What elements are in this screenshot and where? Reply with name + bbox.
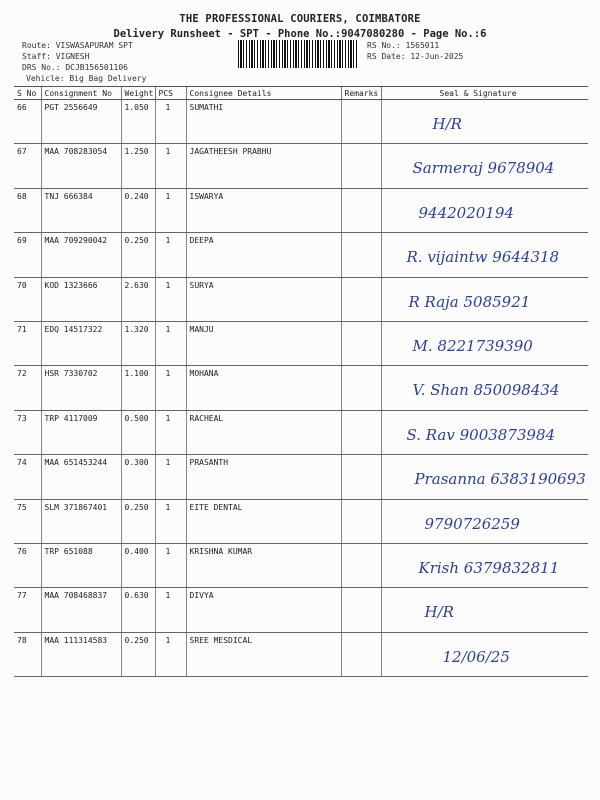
vehicle-label: Vehicle: Big Bag Delivery (26, 74, 147, 83)
col-remarks: Remarks (341, 87, 381, 100)
cell-pcs: 1 (155, 410, 186, 454)
cell-signature (381, 321, 588, 365)
cell-sno: 75 (14, 499, 41, 543)
cell-consignment: EDQ 14517322 (41, 321, 121, 365)
rs-date: RS Date: 12-Jun-2025 (367, 52, 464, 61)
cell-consignment: TRP 4117009 (41, 410, 121, 454)
cell-sno: 72 (14, 366, 41, 410)
cell-sno: 69 (14, 233, 41, 277)
cell-remarks (341, 543, 381, 587)
cell-pcs: 1 (155, 366, 186, 410)
signature-handwriting: H/R (424, 603, 454, 622)
cell-remarks (341, 321, 381, 365)
cell-weight: 0.400 (121, 543, 155, 587)
cell-consignment: KOD 1323666 (41, 277, 121, 321)
cell-weight: 1.320 (121, 321, 155, 365)
cell-weight: 0.500 (121, 410, 155, 454)
cell-pcs: 1 (155, 588, 186, 632)
table-row (14, 277, 588, 321)
sheet-subtitle: Delivery Runsheet - SPT - Phone No.:9047080280 - Page No.:6 (113, 28, 487, 40)
cell-sno: 74 (14, 455, 41, 499)
cell-signature (381, 144, 588, 188)
cell-consignee: KRISHNA KUMAR (186, 543, 341, 587)
cell-signature (381, 410, 588, 454)
cell-consignment: TNJ 666384 (41, 188, 121, 232)
cell-sno: 76 (14, 543, 41, 587)
cell-consignment: MAA 651453244 (41, 455, 121, 499)
cell-consignee: JAGATHEESH PRABHU (186, 144, 341, 188)
cell-signature (381, 188, 588, 232)
signature-handwriting: Sarmeraj 9678904 (412, 159, 555, 178)
cell-weight: 0.630 (121, 588, 155, 632)
cell-remarks (341, 410, 381, 454)
cell-signature (381, 233, 588, 277)
table-row (14, 144, 588, 188)
signature-handwriting: Krish 6379832811 (418, 558, 560, 577)
cell-consignee: MANJU (186, 321, 341, 365)
cell-remarks (341, 588, 381, 632)
cell-sno: 66 (14, 100, 41, 144)
table-row (14, 543, 588, 587)
cell-signature (381, 366, 588, 410)
cell-pcs: 1 (155, 321, 186, 365)
drs-label: DRS No.: DCJB156501106 (22, 63, 128, 72)
cell-signature (381, 277, 588, 321)
cell-consignee: PRASANTH (186, 455, 341, 499)
cell-signature (381, 455, 588, 499)
cell-weight: 1.050 (121, 100, 155, 144)
cell-remarks (341, 277, 381, 321)
cell-pcs: 1 (155, 188, 186, 232)
signature-handwriting: R Raja 5085921 (408, 292, 531, 311)
cell-sno: 77 (14, 588, 41, 632)
cell-remarks (341, 144, 381, 188)
col-consignment: Consignment No (41, 87, 121, 100)
sheet-title: THE PROFESSIONAL COURIERS, COIMBATORE (179, 13, 421, 25)
cell-remarks (341, 233, 381, 277)
cell-weight: 1.250 (121, 144, 155, 188)
cell-consignee: DIVYA (186, 588, 341, 632)
cell-consignee: DEEPA (186, 233, 341, 277)
cell-pcs: 1 (155, 499, 186, 543)
table-row (14, 321, 588, 365)
cell-consignment: PGT 2556649 (41, 100, 121, 144)
cell-sno: 73 (14, 410, 41, 454)
rs-number: RS No.: 1565011 (367, 41, 440, 50)
cell-consignment: MAA 111314583 (41, 632, 121, 676)
signature-handwriting: V. Shan 850098434 (412, 381, 560, 400)
cell-weight: 0.250 (121, 632, 155, 676)
col-pcs: PCS (155, 87, 186, 100)
route-label: Route: VISWASAPURAM SPT (22, 41, 133, 50)
col-weight: Weight (121, 87, 155, 100)
cell-sno: 71 (14, 321, 41, 365)
cell-consignee: SUMATHI (186, 100, 341, 144)
cell-weight: 0.250 (121, 499, 155, 543)
cell-consignment: TRP 651088 (41, 543, 121, 587)
signature-handwriting: 9790726259 (424, 514, 520, 533)
cell-signature (381, 543, 588, 587)
cell-sno: 67 (14, 144, 41, 188)
cell-consignment: MAA 708468837 (41, 588, 121, 632)
signature-handwriting: R. vijaintw 9644318 (406, 248, 560, 267)
cell-consignment: MAA 709290042 (41, 233, 121, 277)
cell-pcs: 1 (155, 100, 186, 144)
signature-handwriting: S. Rav 9003873984 (406, 425, 556, 444)
cell-remarks (341, 100, 381, 144)
cell-consignee: RACHEAL (186, 410, 341, 454)
cell-weight: 0.250 (121, 233, 155, 277)
signature-handwriting: Prasanna 6383190693 (414, 470, 586, 489)
cell-pcs: 1 (155, 632, 186, 676)
cell-pcs: 1 (155, 455, 186, 499)
signature-handwriting: M. 8221739390 (412, 336, 533, 355)
cell-remarks (341, 455, 381, 499)
cell-weight: 2.630 (121, 277, 155, 321)
table-row (14, 188, 588, 232)
cell-consignment: SLM 371867401 (41, 499, 121, 543)
cell-sno: 68 (14, 188, 41, 232)
cell-consignee: ISWARYA (186, 188, 341, 232)
runsheet-table (14, 86, 588, 677)
cell-pcs: 1 (155, 543, 186, 587)
cell-consignee: SURYA (186, 277, 341, 321)
table-body (14, 100, 588, 677)
cell-signature (381, 632, 588, 676)
cell-weight: 1.100 (121, 366, 155, 410)
cell-consignee: EITE DENTAL (186, 499, 341, 543)
cell-sno: 70 (14, 277, 41, 321)
staff-label: Staff: VIGNESH (22, 52, 90, 61)
cell-consignment: HSR 7330702 (41, 366, 121, 410)
cell-signature (381, 588, 588, 632)
cell-weight: 0.300 (121, 455, 155, 499)
table-row (14, 588, 588, 632)
table-row (14, 499, 588, 543)
cell-remarks (341, 188, 381, 232)
col-consignee: Consignee Details (186, 87, 341, 100)
cell-pcs: 1 (155, 233, 186, 277)
table-row (14, 410, 588, 454)
signature-handwriting: H/R (432, 115, 462, 133)
cell-weight: 0.240 (121, 188, 155, 232)
cell-consignee: MOHANA (186, 366, 341, 410)
cell-pcs: 1 (155, 144, 186, 188)
table-row (14, 632, 588, 676)
cell-remarks (341, 632, 381, 676)
table-row (14, 100, 588, 144)
table-row (14, 455, 588, 499)
barcode (238, 40, 358, 68)
signature-handwriting: 9442020194 (418, 203, 514, 222)
col-sno: S No (14, 87, 41, 100)
cell-consignment: MAA 708283054 (41, 144, 121, 188)
table-row (14, 366, 588, 410)
table-row (14, 233, 588, 277)
cell-pcs: 1 (155, 277, 186, 321)
cell-remarks (341, 366, 381, 410)
cell-sno: 78 (14, 632, 41, 676)
table-header-row (14, 87, 588, 100)
cell-signature (381, 100, 588, 144)
signature-handwriting: 12/06/25 (442, 647, 510, 666)
cell-consignee: SREE MESDICAL (186, 632, 341, 676)
col-signature: Seal & Signature (381, 87, 588, 100)
cell-signature (381, 499, 588, 543)
cell-remarks (341, 499, 381, 543)
